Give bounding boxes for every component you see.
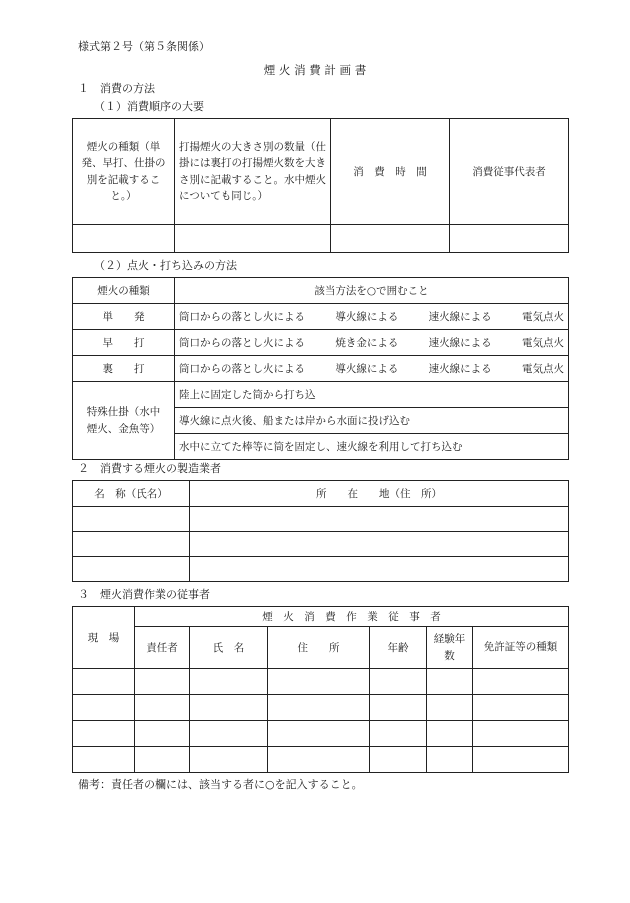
table-cell[interactable] [190,532,569,557]
table-cell[interactable] [73,747,135,773]
license-header: 免許証等の種類 [473,627,569,669]
table-cell[interactable] [73,225,175,253]
method-header: 該当方法を○で囲むこと [175,278,569,304]
table-cell[interactable] [73,669,135,695]
section1-heading: １ 消費の方法 [78,82,155,95]
consumption-time-header: 消 費 時 間 [331,119,450,225]
consumption-order-table [72,118,569,253]
table-cell[interactable] [73,507,190,532]
method-option[interactable]: 速火線による [428,337,492,349]
table-cell[interactable] [370,721,427,747]
site-header: 現 場 [73,607,135,669]
table-cell[interactable] [268,747,370,773]
method-options-rapid [175,330,569,356]
method-option[interactable]: 電気点火 [521,311,564,323]
method-option[interactable]: 筒口からの落とし火による [179,363,305,375]
method-option[interactable]: 筒口からの落とし火による [179,337,305,349]
table-cell[interactable] [190,669,268,695]
table-cell[interactable] [370,695,427,721]
method-option[interactable]: 速火線による [428,363,492,375]
table-cell[interactable] [135,721,190,747]
method-option[interactable]: 焼き金による [335,337,399,349]
experience-header: 経験年数 [427,627,473,669]
table-cell[interactable] [135,669,190,695]
quantity-by-size-header: 打揚煙火の大きさ別の数量（仕掛には裏打の打揚煙火数を大きさ別に記載すること。水中煙火についても同じ。） [175,119,331,225]
type-backfire: 裏 打 [73,356,175,382]
table-cell[interactable] [73,532,190,557]
table-cell[interactable] [190,695,268,721]
age-header: 年齢 [370,627,427,669]
manufacturer-name-header: 名 称（氏名） [73,481,190,507]
table-cell[interactable] [370,669,427,695]
section1-sub1-heading: （１）消費順序の大要 [94,100,204,113]
table-cell[interactable] [135,695,190,721]
type-header: 煙火の種類 [73,278,175,304]
table-cell[interactable] [190,747,268,773]
manufacturer-table [72,480,569,582]
section2-heading: ２ 消費する煙火の製造業者 [78,462,221,475]
method-options-backfire [175,356,569,382]
method-options-single [175,304,569,330]
table-cell[interactable] [427,721,473,747]
table-cell[interactable] [175,225,331,253]
table-cell[interactable] [268,721,370,747]
table-cell[interactable] [473,695,569,721]
table-cell[interactable] [268,669,370,695]
section3-heading: ３ 煙火消費作業の従事者 [78,588,210,601]
method-option[interactable]: 導火線による [335,311,399,323]
form-label: 様式第２号（第５条関係） [78,40,210,53]
representative-header: 消費従事代表者 [450,119,569,225]
type-rapid: 早 打 [73,330,175,356]
table-cell[interactable] [473,721,569,747]
manufacturer-address-header: 所 在 地（住 所） [190,481,569,507]
table-cell[interactable] [450,225,569,253]
table-cell[interactable] [427,669,473,695]
method-option[interactable]: 電気点火 [521,363,564,375]
worker-name-header: 氏 名 [190,627,268,669]
table-cell[interactable] [473,669,569,695]
ignition-method-table [72,277,569,460]
type-special: 特殊仕掛（水中煙火、金魚等） [73,382,175,460]
method-option[interactable]: 電気点火 [521,337,564,349]
fireworks-type-header: 煙火の種類（単発、早打、仕掛の別を記載すること。） [73,119,175,225]
remarks-note: 備考：責任者の欄には、該当する者に○を記入すること。 [78,778,363,791]
section1-sub2-heading: （２）点火・打ち込みの方法 [94,259,237,272]
table-cell[interactable] [427,747,473,773]
table-cell[interactable] [473,747,569,773]
page-title: 煙 火 消 費 計 画 書 [263,63,367,77]
table-cell[interactable] [73,721,135,747]
method-option[interactable]: 導火線による [335,363,399,375]
table-cell[interactable] [135,747,190,773]
table-cell[interactable] [370,747,427,773]
table-cell[interactable] [73,557,190,582]
table-cell[interactable] [331,225,450,253]
table-cell[interactable] [190,557,569,582]
table-cell[interactable] [190,721,268,747]
table-cell[interactable] [190,507,569,532]
type-single: 単 発 [73,304,175,330]
special-method-option[interactable]: 導火線に点火後、船または岸から水面に投げ込む [175,408,569,434]
special-method-option[interactable]: 水中に立てた棒等に筒を固定し、速火線を利用して打ち込む [175,434,569,460]
table-cell[interactable] [268,695,370,721]
table-cell[interactable] [427,695,473,721]
table-cell[interactable] [73,695,135,721]
worker-address-header: 住 所 [268,627,370,669]
method-option[interactable]: 速火線による [428,311,492,323]
special-method-option[interactable]: 陸上に固定した筒から打ち込 [175,382,569,408]
responsible-header: 責任者 [135,627,190,669]
worker-table [72,606,569,773]
method-option[interactable]: 筒口からの落とし火による [179,311,305,323]
workers-group-header: 煙 火 消 費 作 業 従 事 者 [135,607,569,627]
